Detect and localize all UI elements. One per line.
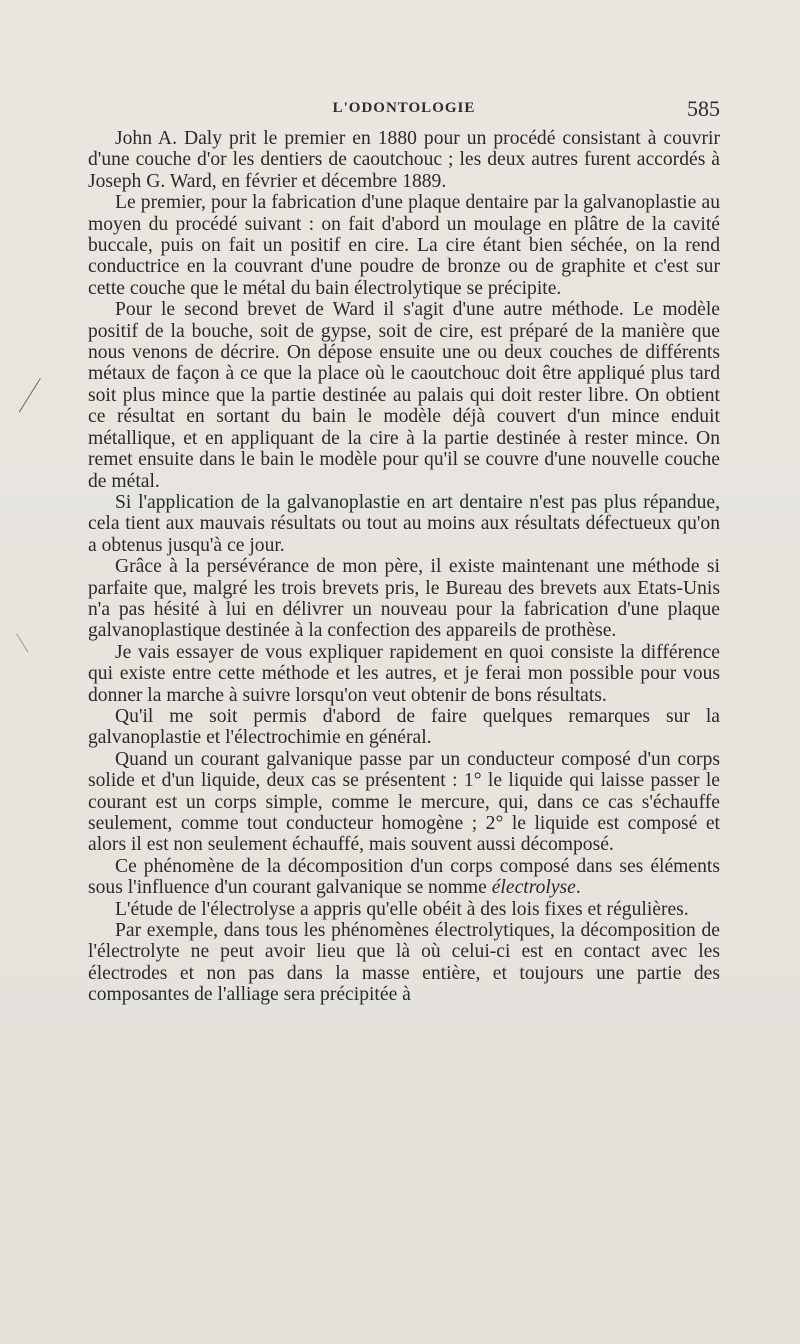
paragraph-text: . xyxy=(575,877,581,899)
paragraph: John A. Daly prit le premier en 1880 pour un procédé consistant à couvrir d'une couche d'or les dentiers de caoutchouc ; les deux autres furent accordés à Joseph G. Ward, en février et décembre 1889. xyxy=(88,128,720,192)
paragraph: Quand un courant galvanique passe par un conducteur composé d'un corps solide et d'un liquide, deux cas se présentent : 1° le liquide qui laisse passer le courant est un corps simple, comme le mercure, qui, dans ce cas s'échauffe seulement, comme tout conducteur homogène ; 2° le liquide est composé et alors il est non seulement échauffé, mais souvent aussi décomposé. xyxy=(88,748,720,856)
paragraph-electrolyse xyxy=(88,856,720,899)
margin-pencil-mark xyxy=(16,633,29,652)
margin-pencil-mark xyxy=(19,378,41,412)
page-number: 585 xyxy=(687,96,720,121)
running-head xyxy=(88,96,720,120)
paragraph: L'étude de l'électrolyse a appris qu'elle obéit à des lois fixes et régulières. xyxy=(115,898,689,920)
body-text xyxy=(88,128,720,1006)
paragraph-text: Ce phénomène de la décomposition d'un corps composé dans ses éléments sous l'influence d'un courant galvanique se nomme xyxy=(88,855,720,899)
paragraph: Grâce à la persévérance de mon père, il existe maintenant une méthode si parfaite que, malgré les trois brevets pris, le Bureau des brevets aux Etats-Unis n'a pas hésité à lui en délivrer un nouveau pour la fabrication d'une plaque galvanoplastique destinée à la confection des appareils de prothèse. xyxy=(88,556,720,642)
paragraph: Qu'il me soit permis d'abord de faire quelques remarques sur la galvanoplastie et l'électrochimie en général. xyxy=(88,705,720,749)
running-title: L'ODONTOLOGIE xyxy=(332,100,476,116)
paragraph: Si l'application de la galvanoplastie en art dentaire n'est pas plus répandue, cela tient aux mauvais résultats ou tout au moins aux résultats défectueux qu'on a obtenus jusqu'à ce jour. xyxy=(88,491,720,556)
paragraph: Pour le second brevet de Ward il s'agit d'une autre méthode. Le modèle positif de la bouche, soit de gypse, soit de cire, est préparé de la manière que nous venons de décrire. On dépose ensuite une ou deux couches de différents métaux de façon à ce que la place où le caoutchouc doit être appliqué plus tard soit plus mince que la partie destinée au palais qui doit rester libre. On obtient ce résultat en sortant du bain le modèle déjà couvert d'un mince enduit métallique, et en appliquant de la cire à la partie destinée à rester mince. On remet ensuite dans le bain le modèle pour qu'il se couvre d'une nouvelle couche de métal. xyxy=(88,299,720,492)
paragraph: Par exemple, dans tous les phénomènes électrolytiques, la décomposition de l'électrolyte ne peut avoir lieu que là où celui-ci est en contact avec les électrodes et non pas dans la masse entière, et toujours une partie des composantes de l'alliage sera précipitée à xyxy=(88,920,720,1006)
italic-term: électrolyse xyxy=(491,877,576,899)
paragraph: Le premier, pour la fabrication d'une plaque dentaire par la galvanoplastie au moyen du procédé suivant : on fait d'abord un moulage en plâtre de la cavité buccale, puis on fait un positif en cire. La cire étant bien séchée, on la rend conductrice en la couvrant d'une poudre de bronze ou de graphite et c'est sur cette couche que le métal du bain électrolytique se précipite. xyxy=(88,192,720,299)
paragraph: Je vais essayer de vous expliquer rapidement en quoi consiste la différence qui existe entre cette méthode et les autres, et je ferai mon possible pour vous donner la marche à suivre lorsqu'on veut obtenir de bons résultats. xyxy=(88,641,720,706)
